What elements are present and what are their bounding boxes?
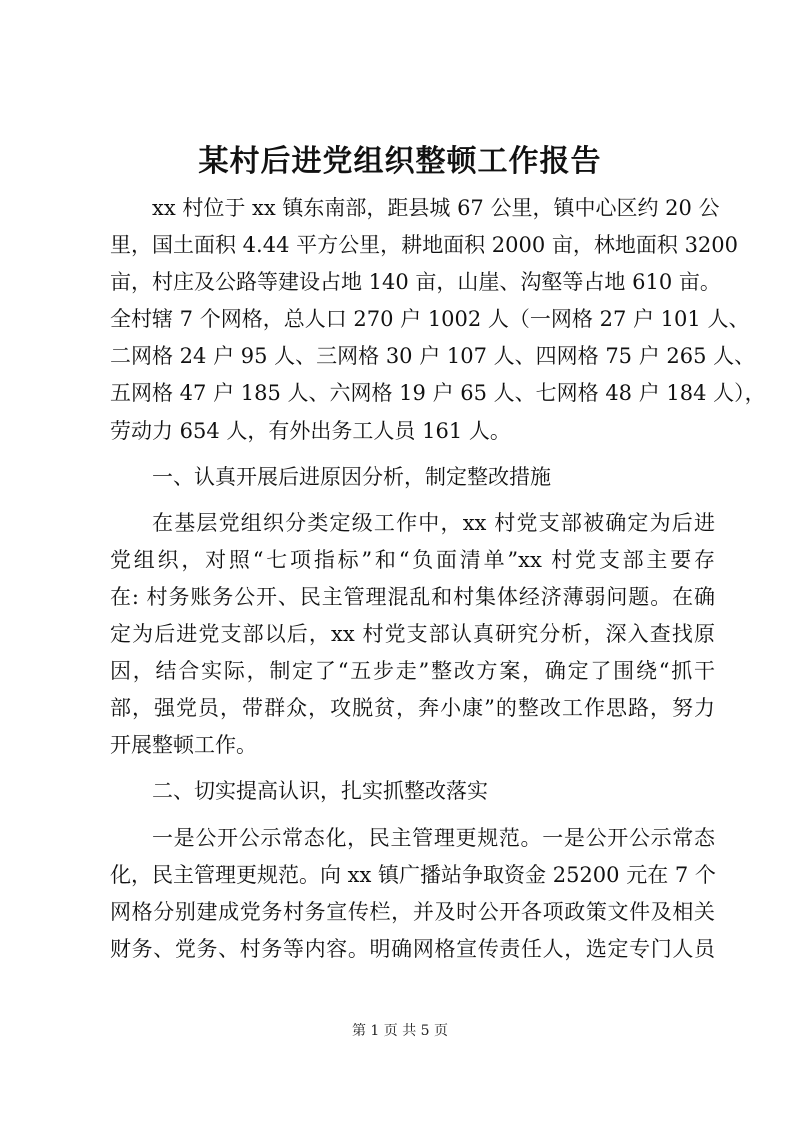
body-line: 部，强党员，带群众，攻脱贫，奔小康”的整改工作思路，努力 — [110, 696, 715, 721]
body-line: xx 村位于 xx 镇东南部，距县城 67 公里，镇中心区约 20 公 — [152, 196, 720, 220]
body-line: 党组织，对照“七项指标”和“负面清单”xx 村党支部主要存 — [110, 547, 715, 572]
body-line: 财务、党务、村务等内容。明确网格宣传责任人，选定专门人员 — [110, 936, 715, 961]
body-line: 化，民主管理更规范。向 xx 镇广播站争取资金 25200 元在 7 个 — [110, 862, 716, 887]
document-title: 某村后进党组织整顿工作报告 — [198, 144, 602, 179]
body-line: 二网格 24 户 95 人、三网格 30 户 107 人、四网格 75 户 265 人、 — [110, 344, 756, 369]
section-heading: 二、切实提高认识，扎实抓整改落实 — [152, 779, 488, 804]
section-heading: 一、认真开展后进原因分析，制定整改措施 — [152, 464, 551, 489]
body-line: 劳动力 654 人，有外出务工人员 161 人。 — [110, 418, 511, 443]
body-line: 全村辖 7 个网格，总人口 270 户 1002 人（一网格 27 户 101 人、 — [110, 307, 750, 332]
body-line: 里，国土面积 4.44 平方公里，耕地面积 2000 亩，林地面积 3200 — [110, 233, 739, 258]
body-line: 网格分别建成党务村务宣传栏，并及时公开各项政策文件及相关 — [110, 899, 715, 924]
body-line: 一是公开公示常态化，民主管理更规范。一是公开公示常态 — [152, 825, 715, 850]
body-line: 在基层党组织分类定级工作中，xx 村党支部被确定为后进 — [152, 510, 715, 535]
body-line: 亩，村庄及公路等建设占地 140 亩，山崖、沟壑等占地 610 亩。 — [110, 270, 721, 295]
body-line: 开展整顿工作。 — [110, 733, 257, 758]
body-line: 在: 村务账务公开、民主管理混乱和村集体经济薄弱问题。在确 — [110, 584, 715, 609]
page-footer: 第 1 页 共 5 页 — [351, 1023, 449, 1039]
body-line: 五网格 47 户 185 人、六网格 19 户 65 人、七网格 48 户 184 人）， — [110, 381, 766, 406]
document-body — [110, 190, 766, 968]
body-line: 因，结合实际，制定了“五步走”整改方案，确定了围绕“抓干 — [110, 659, 715, 684]
body-line: 定为后进党支部以后，xx 村党支部认真研究分析，深入查找原 — [110, 622, 715, 647]
